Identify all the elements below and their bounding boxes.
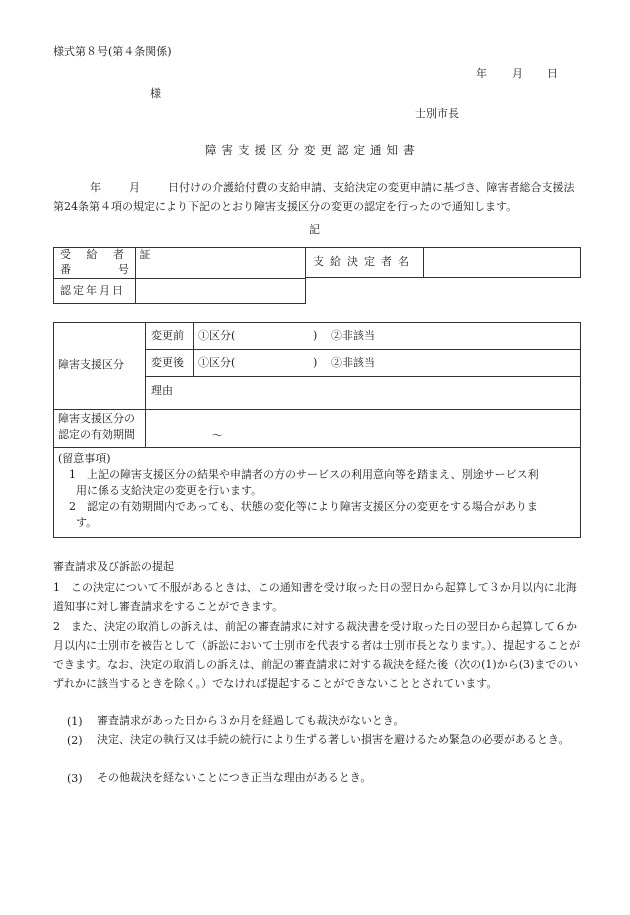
recipient-number-label-2a: 番: [60, 263, 71, 276]
ki-label: 記: [309, 223, 320, 236]
after-label: 変更後: [151, 356, 184, 369]
note-1-line-2: 用に係る支給決定の変更を行います。: [76, 484, 263, 497]
intro-paragraph: [53, 178, 581, 216]
after-option-category: ①区分(: [198, 356, 236, 369]
decision-person-label: 支給決定者名: [313, 255, 415, 268]
note-2-line-2: す。: [76, 516, 98, 529]
note-2-line-1: 認定の有効期間内であっても、状態の変化等により障害支援区分の変更をする場合がありま: [87, 500, 538, 513]
appeal-sub-2-number: (2): [67, 734, 83, 747]
date-year: 年: [476, 67, 487, 80]
validity-tilde: ～: [212, 429, 223, 442]
appeal-sub-3-text: その他裁決を経ないことにつき正当な理由があるとき。: [97, 771, 372, 784]
addressee-suffix: 様: [150, 87, 161, 100]
intro-month: 月: [129, 181, 140, 194]
reason-label: 理由: [151, 384, 173, 397]
after-option-not-applicable: ②非該当: [331, 356, 375, 369]
after-option-close: ): [313, 356, 318, 369]
certified-date-label: 認定年月日: [60, 284, 125, 297]
issuer: 士別市長: [415, 107, 459, 120]
intro-year: 年: [90, 181, 101, 194]
appeal-sub-3-number: (3): [67, 772, 83, 785]
appeal-item-1: 1 この決定について不服があるときは、この通知書を受け取った日の翌日から起算して３か月以内に北海道知事に対し審査請求をすることができます。: [53, 581, 577, 613]
validity-label-2: 認定の有効期間: [58, 428, 135, 441]
date-month: 月: [512, 67, 523, 80]
note-1-line-1: 上記の障害支援区分の結果や申請者の方のサービスの利用意向等を踏まえ、別途サービス利: [87, 468, 539, 481]
before-option-not-applicable: ②非該当: [331, 329, 375, 342]
validity-label-1: 障害支援区分の: [58, 412, 135, 425]
form-number: 様式第８号(第４条関係): [53, 45, 172, 58]
recipient-number-label-1: 受 給 者 証: [60, 248, 157, 261]
notes-heading: (留意事項): [58, 452, 111, 465]
before-option-close: ): [313, 329, 318, 342]
appeal-item-2: 2 また、決定の取消しの訴えは、前記の審査請求に対する裁決書を受け取った日の翌日から起算して６か月以内に士別市を被告として（訴訟において士別市を代表する者は士別市長となります。）、提起することができます。なお、決定の取消しの訴えは、前記の審査請求に対する裁決を経た後（次の(1)から(3)までのいずれかに該当するときを除く。）でなければ提起することができないこととされています。: [53, 620, 581, 690]
recipient-number-label-2b: 号: [118, 263, 129, 276]
intro-text: 日付けの介護給付費の支給申請、支給決定の変更申請に基づき、障害者総合支援法第24条第４項の規定により下記のとおり障害支援区分の変更の認定を行ったので通知します。: [53, 181, 575, 213]
before-option-category: ①区分(: [198, 329, 236, 342]
appeal-sub-1-text: 審査請求があった日から３か月を経過しても裁決がないとき。: [97, 714, 405, 727]
appeal-sub-2-text: 決定、決定の執行又は手続の続行により生ずる著しい損害を避けるため緊急の必要があるとき。: [97, 733, 570, 746]
appeal-heading: 審査請求及び訴訟の提起: [53, 560, 174, 573]
note-1-number: 1: [69, 468, 76, 481]
appeal-sub-1-number: (1): [67, 715, 83, 728]
date-day: 日: [547, 67, 558, 80]
document-title: 障害支援区分変更認定通知書: [205, 143, 420, 157]
note-2-number: 2: [69, 500, 76, 513]
before-label: 変更前: [151, 329, 184, 342]
category-label: 障害支援区分: [58, 358, 124, 371]
